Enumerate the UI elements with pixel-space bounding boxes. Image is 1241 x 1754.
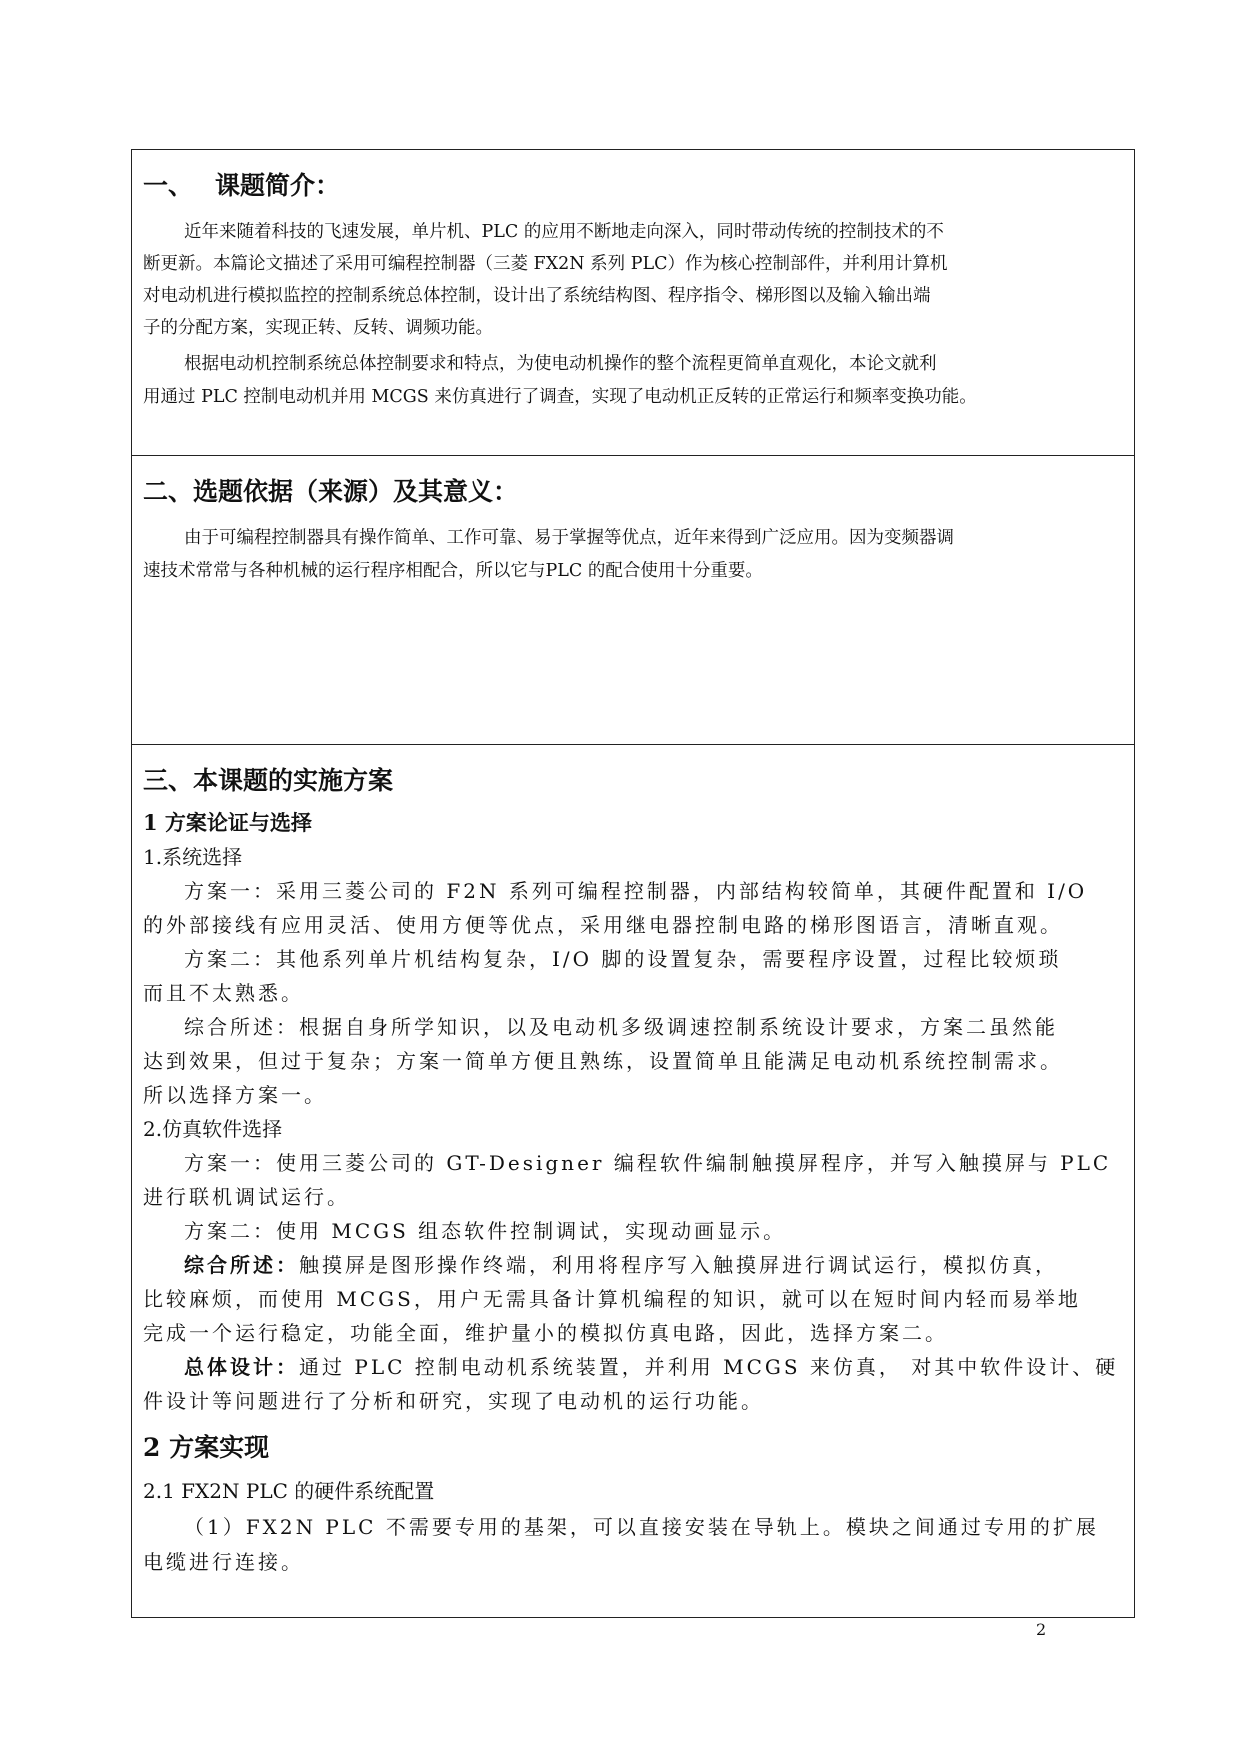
plan-line: 方案一：采用三菱公司的 F2N 系列可编程控制器，内部结构较简单，其硬件配置和 I/O <box>184 879 1088 903</box>
plan-line: 方案二：使用 MCGS 组态软件控制调试，实现动画显示。 <box>184 1219 787 1243</box>
plan-line: 总体设计：通过 PLC 控制电动机系统装置，并利用 MCGS 来仿真， 对其中软件设计、硬 <box>184 1355 1119 1379</box>
section2-heading: 二、选题依据（来源）及其意义： <box>143 477 519 506</box>
section1-heading: 一、 课题简介： <box>143 171 341 200</box>
section-basis <box>132 456 1134 745</box>
form-table <box>131 149 1135 1618</box>
plan-line: 完成一个运行稳定，功能全面，维护量小的模拟仿真电路，因此，选择方案二。 <box>143 1321 948 1345</box>
section1-line: 近年来随着科技的飞速发展，单片机、PLC 的应用不断地走向深入，同时带动传统的控制技术的不 <box>184 222 944 242</box>
item-heading: 2.1 FX2N PLC 的硬件系统配置 <box>143 1479 435 1503</box>
subsection-heading: 1 方案论证与选择 <box>143 810 312 835</box>
item-heading: 1.系统选择 <box>143 845 243 869</box>
plan-line: 比较麻烦，而使用 MCGS，用户无需具备计算机编程的知识，就可以在短时间内轻而易举地 <box>143 1287 1081 1311</box>
plan-line: 综合所述：根据自身所学知识，以及电动机多级调速控制系统设计要求，方案二虽然能 <box>184 1015 1058 1039</box>
section3-heading: 三、本课题的实施方案 <box>143 766 394 795</box>
item-heading: 2.仿真软件选择 <box>143 1117 283 1141</box>
section1-line: 根据电动机控制系统总体控制要求和特点，为使电动机操作的整个流程更简单直观化，本论文就利 <box>184 354 937 374</box>
section-introduction <box>132 150 1134 456</box>
plan-line: 方案一：使用三菱公司的 GT-Designer 编程软件编制触摸屏程序，并写入触摸屏与 PLC <box>184 1151 1112 1175</box>
plan-line: 而且不太熟悉。 <box>143 981 304 1005</box>
plan-line: （1）FX2N PLC 不需要专用的基架，可以直接安装在导轨上。模块之间通过专用的扩展 <box>184 1515 1099 1539</box>
plan-line: 达到效果，但过于复杂；方案一简单方便且熟练，设置简单且能满足电动机系统控制需求。 <box>143 1049 1063 1073</box>
section1-line: 断更新。本篇论文描述了采用可编程控制器（三菱 FX2N 系列 PLC）作为核心控制部件，并利用计算机 <box>143 254 948 274</box>
plan-line: 方案二：其他系列单片机结构复杂，I/O 脚的设置复杂，需要程序设置，过程比较烦琐 <box>184 947 1062 971</box>
plan-line: 的外部接线有应用灵活、使用方便等优点，采用继电器控制电路的梯形图语言，清晰直观。 <box>143 913 1063 937</box>
section1-line: 用通过 PLC 控制电动机并用 MCGS 来仿真进行了调查，实现了电动机正反转的正常运行和频率变换功能。 <box>143 387 977 407</box>
plan-line: 进行联机调试运行。 <box>143 1185 350 1209</box>
section1-line: 子的分配方案，实现正转、反转、调频功能。 <box>143 318 493 338</box>
plan-line: 所以选择方案一。 <box>143 1083 327 1107</box>
plan-line: 电缆进行连接。 <box>143 1550 304 1574</box>
section1-line: 对电动机进行模拟监控的控制系统总体控制，设计出了系统结构图、程序指令、梯形图以及输入输出端 <box>143 286 931 306</box>
section-plan <box>132 745 1134 1617</box>
plan-line: 件设计等问题进行了分析和研究，实现了电动机的运行功能。 <box>143 1389 764 1413</box>
plan-line: 综合所述：触摸屏是图形操作终端，利用将程序写入触摸屏进行调试运行，模拟仿真， <box>184 1253 1058 1277</box>
section2-line: 速技术常常与各种机械的运行程序相配合，所以它与PLC 的配合使用十分重要。 <box>143 561 763 581</box>
section2-line: 由于可编程控制器具有操作简单、工作可靠、易于掌握等优点，近年来得到广泛应用。因为变频器调 <box>184 528 954 548</box>
page-number: 2 <box>1036 1620 1047 1639</box>
subsection-heading: 2 方案实现 <box>143 1433 270 1462</box>
